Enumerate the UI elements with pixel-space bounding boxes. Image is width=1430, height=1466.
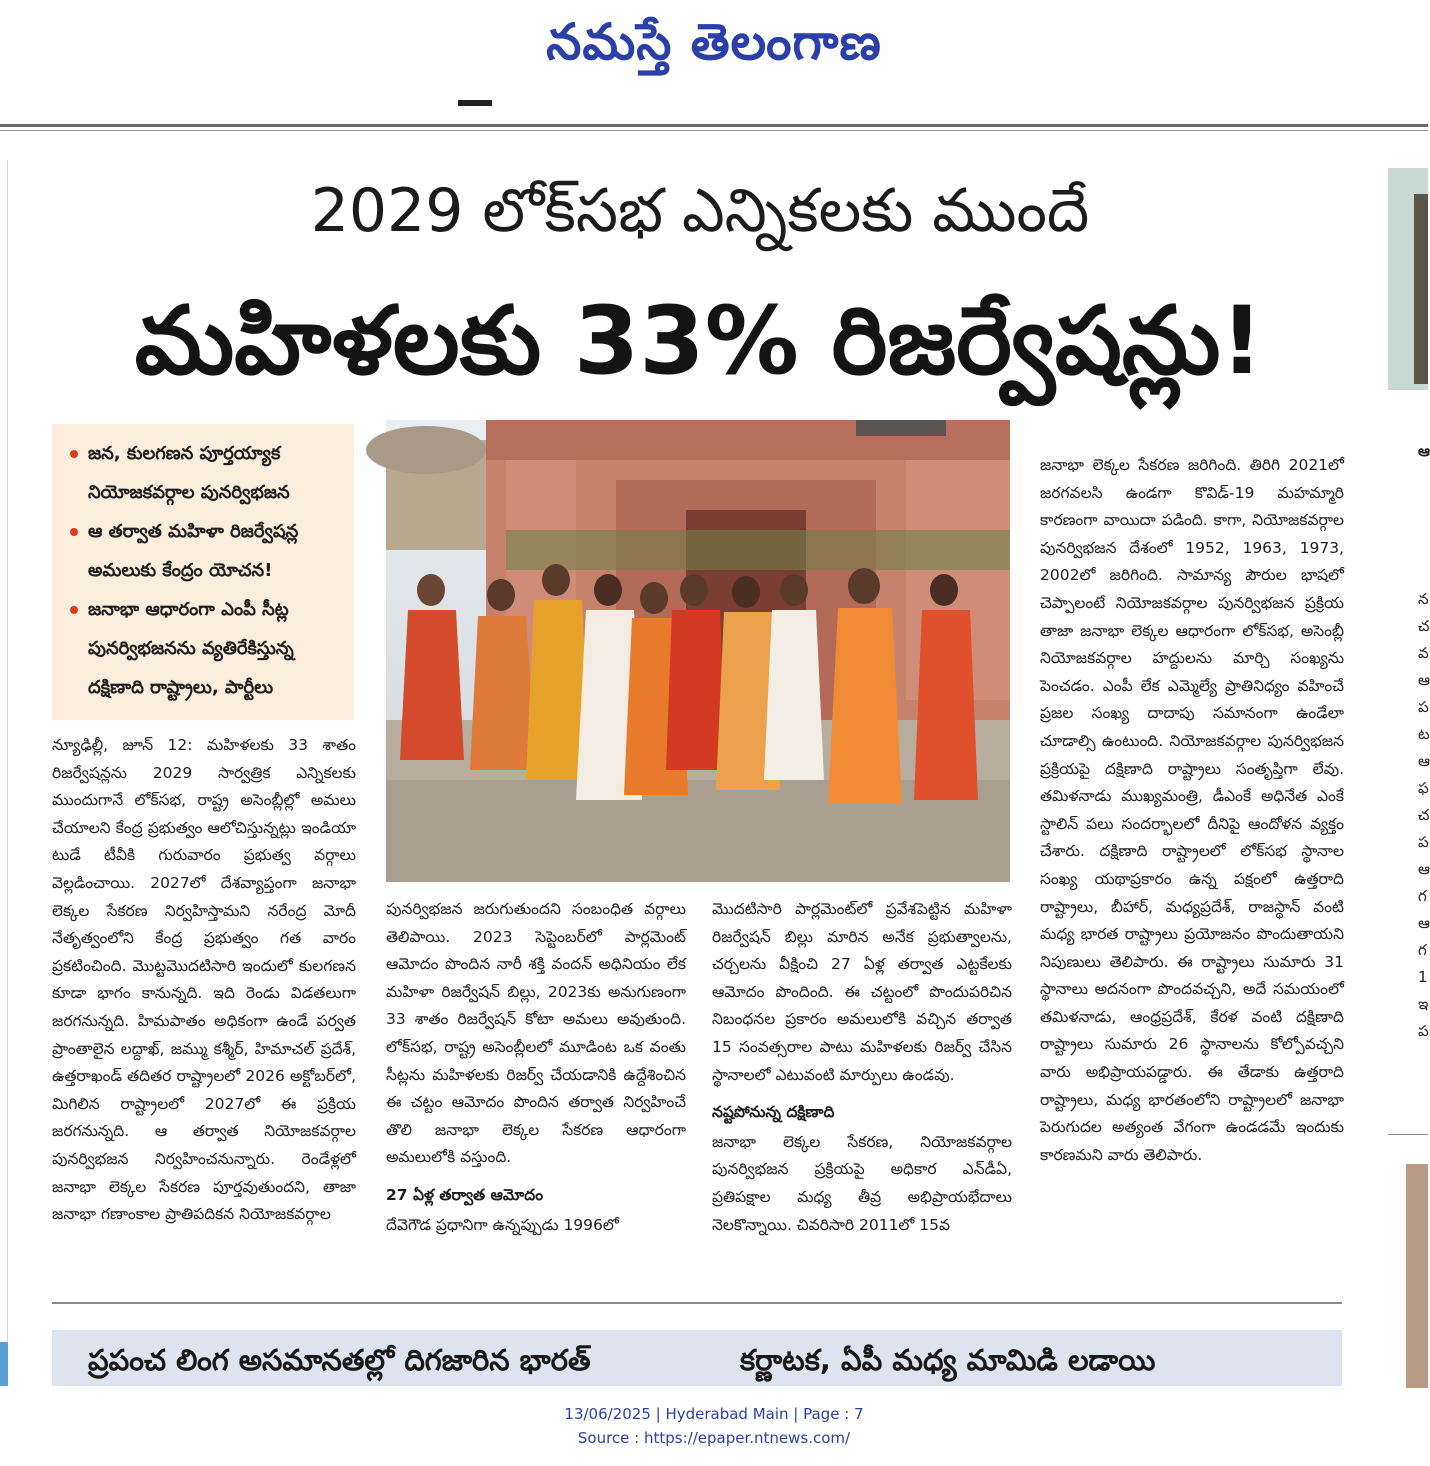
- left-page-edge-accent: [0, 1342, 8, 1386]
- article-paragraph: దేవెగౌడ ప్రధానిగా ఉన్నప్పుడు 1996లో: [386, 1215, 619, 1234]
- adjacent-text: ఆ: [1418, 914, 1430, 932]
- top-rule: [0, 124, 1428, 127]
- adjacent-text: ఇ: [1418, 995, 1429, 1013]
- article-subhead: నష్టపోనున్న దక్షిణాది: [712, 1103, 835, 1122]
- adjacent-text: గ: [1418, 941, 1427, 959]
- next-stories-band: [52, 1330, 1342, 1386]
- highlight-line: ఆ తర్వాత మహిళా రిజర్వేషన్ల: [88, 521, 299, 542]
- article-column-4: [1040, 452, 1344, 1292]
- highlight-line: దక్షిణాది రాష్ట్రాలు, పార్టీలు: [88, 677, 274, 698]
- highlight-line: జనాభా ఆధారంగా ఎంపీ సీట్ల: [88, 599, 289, 620]
- news-photo: [386, 420, 1010, 882]
- adjacent-text: చ: [1418, 806, 1430, 824]
- highlight-item: [70, 590, 348, 707]
- adjacent-text: ట: [1418, 725, 1430, 743]
- adjacent-text: ఫ: [1418, 779, 1429, 797]
- article-paragraph: పునర్విభజన జరుగుతుందని సంబంధిత వర్గాలు తెలిపాయి. 2023 సెప్టెంబర్‌లో పార్లమెంట్‌ ఆమోదం పొందిన నారీ శక్తి వందన్‌ అధినియం లేక మహిళా రిజర్వేషన్‌ బిల్లు, 2023కు అనుగుణంగా 33 శాతం రిజర్వేషన్‌ కోటా అమలు అవుతుంది. లోక్‌సభ, రాష్ట్ర అసెంబ్లీలలో మూడింట ఒక వంతు సీట్లను మహిళలకు రిజర్వ్‌ చేయడానికి ఉద్దేశించిన ఈ చట్టం ఆమోదం పొందిన తర్వాత నిర్వహించే తొలి జనాభా లెక్కల సేకరణ ఆధారంగా అమలులోకి వస్తుంది.: [386, 900, 686, 1167]
- bullet-icon: [70, 606, 78, 614]
- adjacent-text: వ: [1418, 644, 1429, 662]
- adjacent-text: ఆ: [1418, 442, 1430, 460]
- headline-main: మహిళలకు 33% రిజర్వేషన్లు!: [134, 287, 1264, 396]
- adjacent-text: ఆ: [1418, 860, 1430, 878]
- left-page-edge: [0, 160, 8, 1380]
- bullet-icon: [70, 528, 78, 536]
- newspaper-logo: నమస్తే తెలంగాణ: [546, 13, 882, 71]
- highlight-line: నియోజకవర్గాల పునర్విభజన: [88, 482, 290, 503]
- edition-info: 13/06/2025 | Hyderabad Main | Page : 7: [564, 1405, 864, 1423]
- adjacent-text: న: [1418, 590, 1429, 608]
- article-column-3: [712, 896, 1012, 1292]
- bullet-icon: [70, 450, 78, 458]
- next-story-headline: ప్రపంచ లింగ అసమానతల్లో దిగజారిన భారత్‌: [88, 1343, 591, 1377]
- adjacent-text: 1: [1418, 968, 1428, 986]
- masthead-mark: [458, 100, 492, 106]
- article-subhead: 27 ఏళ్ల తర్వాత ఆమోదం: [386, 1185, 544, 1204]
- adjacent-text: ప: [1418, 833, 1429, 851]
- highlight-line: పునర్విభజనను వ్యతిరేకిస్తున్న: [88, 638, 294, 659]
- source-link[interactable]: Source : https://epaper.ntnews.com/: [577, 1429, 851, 1447]
- top-rule-thin: [0, 130, 1428, 131]
- adjacent-text: ప: [1418, 1022, 1429, 1040]
- article-paragraph: న్యూఢిల్లీ, జూన్‌ 12: మహిళలకు 33 శాతం రిజర్వేషన్లను 2029 సార్వత్రిక ఎన్నికలకు ముందుగానే లోక్‌సభ, రాష్ట్ర అసెంబ్లీల్లో అమలు చేయాలని కేంద్ర ప్రభుత్వం ఆలోచిస్తున్నట్లు ఇండియా టుడే టీవీకి గురువారం ప్రభుత్వ వర్గాలు వెల్లడించాయి. 2027లో దేశవ్యాప్తంగా జనాభా లెక్కల సేకరణ నిర్వహిస్తామని నరేంద్ర మోదీ నేతృత్వంలోని కేంద్ర ప్రభుత్వం గత వారం ప్రకటించింది. మొట్టమొదటిసారి ఇందులో కులగణన కూడా భాగం కానున్నది. ఇది రెండు విడతలుగా జరగనున్నది. హిమపాతం అధికంగా ఉండే పర్వత ప్రాంతాలైన లద్దాఖ్‌, జమ్ము కశ్మీర్‌, హిమాచల్‌ ప్రదేశ్‌, ఉత్తరాఖండ్‌ తదితర రాష్ట్రాలలో 2026 అక్టోబర్‌లో, మిగిలిన రాష్ట్రాలలో 2027లో ఈ ప్రక్రియ జరగనున్నది. ఆ తర్వాత నియోజకవర్గాల పునర్విభజన నిర్వహించనున్నారు. రెండేళ్లలో జనాభా లెక్కల సేకరణ పూర్తవుతుందని, తాజా జనాభా గణాంకాల ప్రాతిపదికన నియోజకవర్గాల: [52, 736, 356, 1224]
- highlight-line: జన, కులగణన పూర్తయ్యాక: [88, 443, 281, 464]
- adjacent-text: చ: [1418, 617, 1430, 635]
- highlight-item: [70, 434, 348, 512]
- highlight-line: అమలుకు కేంద్రం యోచన!: [88, 560, 273, 581]
- headline-kicker: 2029 లోక్‌సభ ఎన్నికలకు ముందే: [310, 176, 1090, 246]
- article-paragraph: మొదటిసారి పార్లమెంట్‌లో ప్రవేశపెట్టిన మహిళా రిజర్వేషన్‌ బిల్లు మారిన అనేక ప్రభుత్వాలను, చర్చలను వీక్షించి 27 ఏళ్ల తర్వాత ఎట్టకేలకు ఆమోదం పొందింది. ఈ చట్టంలో పొందుపరిచిన నిబంధనల ప్రకారం అమలులోకి వచ్చిన తర్వాత 15 సంవత్సరాల పాటు మహిళలకు రిజర్వ్‌ చేసిన స్థానాలలో ఎటువంటి మార్పులు ఉండవు.: [712, 900, 1012, 1084]
- adjacent-photo: [1414, 194, 1428, 384]
- article-paragraph: జనాభా లెక్కల సేకరణ, నియోజకవర్గాల పునర్విభజన ప్రక్రియపై అధికార ఎన్‌డీఏ, ప్రతిపక్షాల మధ్య తీవ్ర అభిప్రాయభేదాలు నెలకొన్నాయి. చివరిసారి 2011లో 15వ: [712, 1132, 1012, 1234]
- highlights-box: [52, 424, 354, 720]
- page-footer: [0, 1402, 1428, 1450]
- adjacent-column-strip: [1388, 168, 1428, 1388]
- section-divider: [52, 1302, 1342, 1304]
- adjacent-text: గ: [1418, 887, 1427, 905]
- article-column-2: [386, 896, 686, 1292]
- adjacent-text: ఆ: [1418, 752, 1430, 770]
- adjacent-photo: [1406, 1164, 1428, 1388]
- article-column-1: [52, 732, 356, 1292]
- article-paragraph: జనాభా లెక్కల సేకరణ జరిగింది. తిరిగి 2021లో జరగవలసి ఉండగా కొవిడ్‌-19 మహమ్మారి కారణంగా వాయిదా పడింది. కాగా, నియోజకవర్గాల పునర్విభజన దేశంలో 1952, 1963, 1973, 2002లో జరిగింది. సామాన్య పౌరుల భాషలో చెప్పాలంటే నియోజకవర్గాల పునర్విభజన ప్రక్రియ తాజా జనాభా లెక్కల ఆధారంగా లోక్‌సభ, అసెంబ్లీ నియోజకవర్గాల హద్దులను మార్చి సంఖ్యను పెంచడం. ఎంపీ లేక ఎమ్మెల్యే ప్రాతినిధ్యం వహించే ప్రజల సంఖ్య దాదాపు సమానంగా ఉండేలా చూడాల్సి ఉంటుంది. నియోజకవర్గాల పునర్విభజన ప్రక్రియపై దక్షిణాది రాష్ట్రాలు సంతృప్తిగా లేవు. తమిళనాడు ముఖ్యమంత్రి, డీఎంకే అధినేత ఎంకే స్టాలిన్‌ పలు సందర్భాలలో దీనిపై ఆందోళన వ్యక్తం చేశారు. దక్షిణాది రాష్ట్రాలలో లోక్‌సభ స్థానాల సంఖ్య యథాప్రకారం ఉన్న పక్షంలో ఉత్తరాది రాష్ట్రాలు, బీహార్‌, మధ్యప్రదేశ్‌, రాజస్థాన్‌ వంటి మధ్య భారత రాష్ట్రాలు ప్రయోజనం పొందుతాయని నిపుణులు తెలిపారు. ఈ రాష్ట్రాలు సుమారు 31 స్థానాలు అదనంగా పొందవచ్చని, అదే సమయంలో తమిళనాడు, ఆంధ్రప్రదేశ్‌, కేరళ వంటి దక్షిణాది రాష్ట్రాలు సుమారు 26 స్థానాలను కోల్పోవచ్చని వారు అభిప్రాయపడ్డారు. ఈ తేడాకు ఉత్తరాది రాష్ట్రాలు, మధ్య భారతంలోని రాష్ట్రాలలో జనాభా పెరుగుదల అత్యంత వేగంగా ఉండడమే ఇందుకు కారణమని వారు తెలిపారు.: [1040, 456, 1344, 1164]
- adjacent-text: ఆ: [1418, 671, 1430, 689]
- adjacent-rule: [1388, 1134, 1428, 1135]
- highlight-item: [70, 512, 348, 590]
- next-story-headline: కర్ణాటక, ఏపీ మధ్య మామిడి లడాయి: [740, 1343, 1156, 1377]
- masthead: [0, 0, 1428, 108]
- adjacent-text: ప: [1418, 698, 1429, 716]
